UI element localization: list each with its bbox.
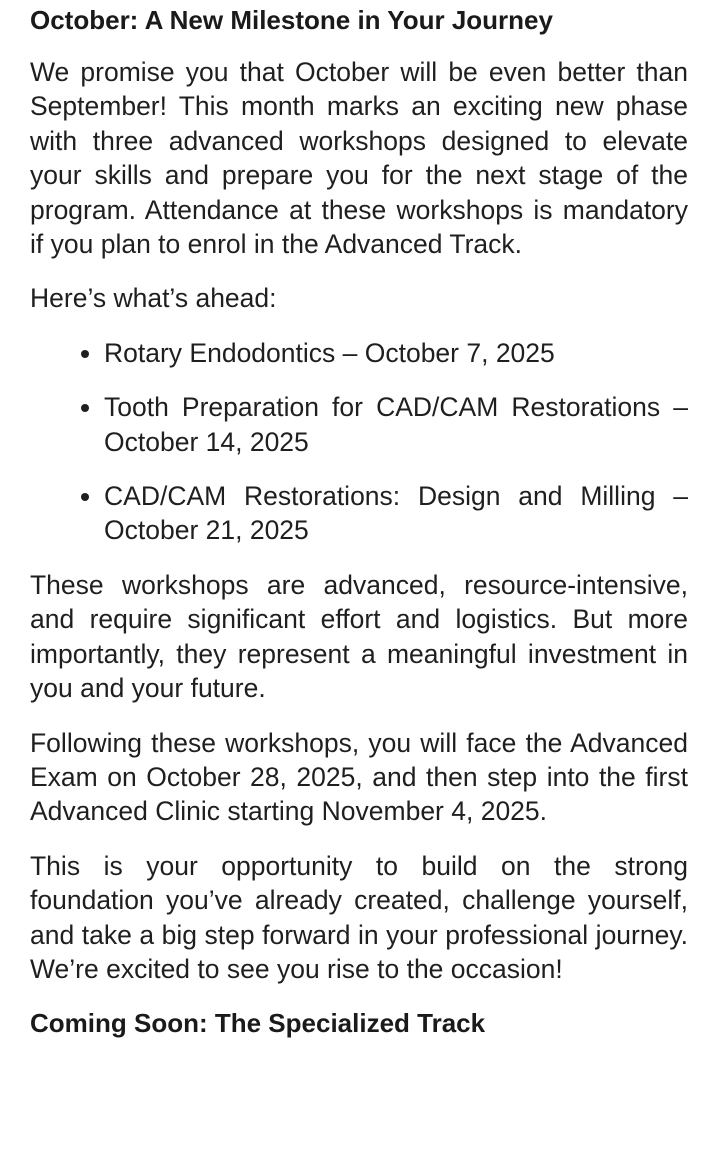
list-item: Rotary Endodontics – October 7, 2025 [104,336,688,370]
workshops-investment-paragraph: These workshops are advanced, resource-intensive, and require significant effort and logistics. But more importantly, they represent a meaningful investment in you and your future. [30,569,688,704]
intro-paragraph: We promise you that October will be even better than September! This month marks an exciting new phase with three advanced workshops designed to elevate your skills and prepare you for the next stage of the program. Attendance at these workshops is mandatory if you plan to enrol in the Advanced Track. [30,57,688,260]
whats-ahead-label: Here’s what’s ahead: [30,283,277,314]
workshop-list [30,336,688,548]
list-item: Tooth Preparation for CAD/CAM Restorations – October 14, 2025 [104,390,688,459]
list-item: CAD/CAM Restorations: Design and Milling – October 21, 2025 [104,479,688,548]
exam-clinic-paragraph: Following these workshops, you will face the Advanced Exam on October 28, 2025, and then step into the first Advanced Clinic starting November 4, 2025. [30,727,688,827]
section-title-october: October: A New Milestone in Your Journey [30,5,553,35]
section-title-specialized-track: Coming Soon: The Specialized Track [30,1008,486,1039]
opportunity-paragraph: This is your opportunity to build on the strong foundation you’ve already created, challenge yourself, and take a big step forward in your professional journey. We’re excited to see you rise to the occasion! [30,850,688,984]
